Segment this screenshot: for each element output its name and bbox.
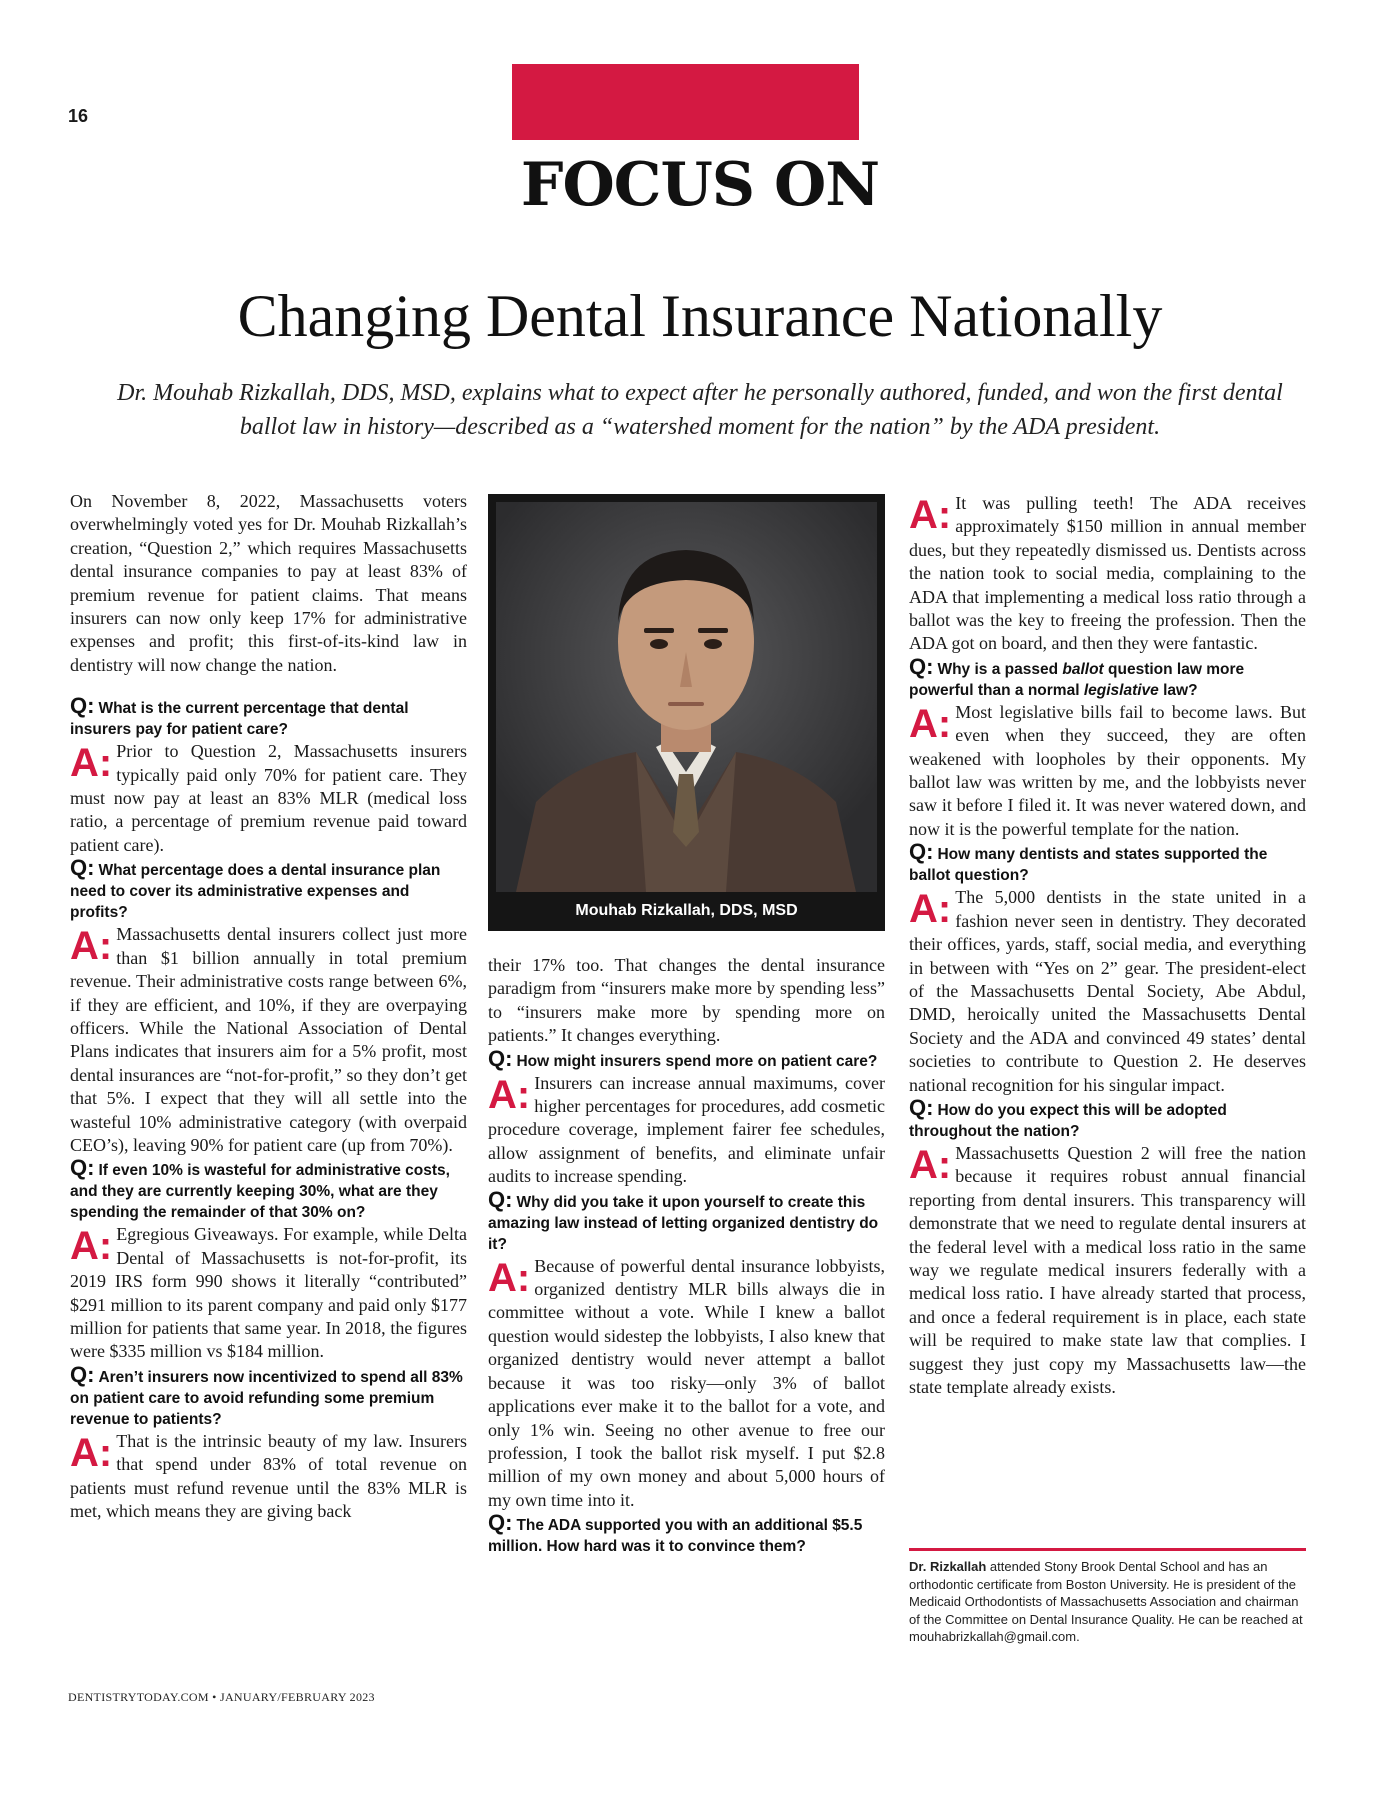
bio-name: Dr. Rizkallah: [909, 1559, 987, 1574]
q-label: Q:: [909, 1094, 934, 1120]
q-label: Q:: [909, 653, 934, 679]
column-2: [488, 954, 885, 1557]
page-number: 16: [68, 106, 89, 126]
section-label: FOCUS ON: [520, 150, 880, 220]
question-6: Q: Why did you take it upon yourself to create this amazing law instead of letting organized dentistry do it?: [488, 1186, 879, 1253]
q-label: Q:: [70, 1361, 95, 1387]
question-1: Q: What is the current percentage that dental insurers pay for patient care?: [70, 693, 409, 739]
a-label: A:: [488, 1255, 531, 1300]
question-5: Q: How might insurers spend more on patient care?: [488, 1045, 878, 1071]
a-label: A:: [70, 741, 113, 786]
question-4: Q: Aren’t insurers now incentivized to spend all 83% on patient care to avoid refunding some premium revenue to patients?: [70, 1361, 463, 1428]
answer-3: A: Egregious Giveaways. For example, while Delta Dental of Massachusetts is not-for-profit, its 2019 IRS form 990 shows it literally “contributed” $291 million to its parent company and paid only $177 million for patients that same year. In 2018, the figures were $335 million vs $184 million.: [70, 1224, 467, 1362]
a-label: A:: [70, 1430, 113, 1475]
article-deck: Dr. Mouhab Rizkallah, DDS, MSD, explains what to expect after he personally authored, funded, and won the first dental ballot law in history—described as a “watershed moment for the nation” by the ADA president.: [117, 380, 1283, 440]
answer-8: A: Most legislative bills fail to become laws. But even when they succeed, they are often weakened with loopholes by their opponents. My ballot law was written by me, and the lobbyists never saw it before I filed it. It was never watered down, and now it is the powerful template for the nation.: [909, 701, 1306, 839]
question-7: Q: The ADA supported you with an additional $5.5 million. How hard was it to convince them?: [488, 1510, 863, 1556]
a-label: A:: [909, 701, 952, 746]
photo-caption: Mouhab Rizkallah, DDS, MSD: [575, 902, 798, 919]
question-2: Q: What percentage does a dental insurance plan need to cover its administrative expenses and profits?: [70, 855, 441, 922]
column-3: [909, 492, 1306, 1399]
q-label: Q:: [70, 1155, 95, 1181]
answer-4: A: That is the intrinsic beauty of my law. Insurers that spend under 83% of total revenue on patients must refund revenue until the 83% MLR is met, which means they are giving back: [70, 1430, 467, 1521]
question-10: Q: How do you expect this will be adopted throughout the nation?: [909, 1094, 1227, 1140]
article-headline: Changing Dental Insurance Nationally: [237, 283, 1163, 349]
answer-7: A: It was pulling teeth! The ADA receives approximately $150 million in annual member dues, but they repeatedly dismissed us. Dentists across the nation took to social media, complaining to the ADA that implementing a medical loss ratio through a ballot was the key to freeing the profession. Then the ADA got on board, and then they were fantastic.: [909, 493, 1306, 654]
bio-text: attended Stony Brook Dental School and has an orthodontic certificate from Boston University. He is president of the Medicaid Orthodontists of Massachusetts Association and chairman of the Committee on Dental Insurance Quality. He can be reached at mouhabrizkallah@gmail.com.: [909, 1559, 1303, 1644]
a-label: A:: [70, 924, 113, 969]
question-8: Q: Why is a passed ballot question law more powerful than a normal legislative law?: [909, 653, 1245, 699]
a-label: A:: [909, 493, 952, 537]
answer-5: A: Insurers can increase annual maximums, cover higher percentages for procedures, add cosmetic procedure coverage, implement fairer fee schedules, allow assignment of benefits, and eliminate unfair audits to increase spending.: [488, 1072, 885, 1187]
q-label: Q:: [70, 855, 95, 881]
a-label: A:: [909, 1142, 952, 1187]
answer-6: A: Because of powerful dental insurance lobbyists, organized dentistry MLR bills always die in committee without a vote. While I knew a ballot question would sidestep the lobbyists, I also knew that organized dentistry would never attempt a ballot because it was too risky—only 3% of ballot applications ever make it to the ballot for a vote, and only 1% win. Seeing no other avenue to free our profession, I took the ballot risk myself. I put $2.8 million of my own money and about 5,000 hours of my own time into it.: [488, 1255, 885, 1510]
intro-paragraph: On November 8, 2022, Massachusetts voters overwhelmingly voted yes for Dr. Mouhab Rizkallah’s creation, “Question 2,” which requires Massachusetts dental insurance companies to pay at least 83% of premium revenue for patient claims. That means insurers can now only keep 17% for administrative expenses and profit; this first-of-its-kind law in dentistry will now change the nation.: [70, 491, 467, 675]
author-photo: [488, 494, 885, 931]
q-label: Q:: [488, 1186, 513, 1212]
author-bio: [909, 1558, 1306, 1646]
answer-9: A: The 5,000 dentists in the state united in a fashion never seen in dentistry. They decorated their offices, yards, staff, social media, and everything in between with “Yes on 2” gear. The president-elect of the Massachusetts Dental Society, Abe Abdul, DMD, heroically united the Massachusetts Dental Society and the ADA and convinced 49 states’ dental societies to contribute to Question 2. He deserves national recognition for his singular impact.: [909, 887, 1306, 1095]
portrait-illustration: [496, 502, 877, 892]
answer-4-continued: their 17% too. That changes the dental insurance paradigm from “insurers make more by spending less” to “insurers make more by spending more on patients.” It changes everything.: [488, 955, 885, 1046]
question-9: Q: How many dentists and states supported the ballot question?: [909, 839, 1268, 885]
a-label: A:: [909, 887, 952, 932]
page-footer: DENTISTRYTODAY.COM • JANUARY/FEBRUARY 2023: [68, 1690, 375, 1704]
answer-1: A: Prior to Question 2, Massachusetts insurers typically paid only 70% for patient care. They must now pay at least an 83% MLR (medical loss ratio, a percentage of premium revenue paid toward patient care).: [70, 741, 467, 855]
answer-10: A: Massachusetts Question 2 will free the nation because it requires robust annual financial reporting from dental insurers. This transparency will demonstrate that we need to regulate dental insurers at the federal level with a medical loss ratio in the same way we regulate medical insurers federally with a medical loss ratio. I have already started that process, and once a federal requirement is in place, each state will be required to make state law that complies. I suggest they just copy my Massachusetts law—the state template already exists.: [909, 1142, 1306, 1397]
q-label: Q:: [909, 839, 934, 865]
a-label: A:: [70, 1224, 113, 1269]
a-label: A:: [488, 1072, 531, 1117]
portrait-image: [496, 502, 877, 892]
q-label: Q:: [488, 1510, 513, 1536]
section-color-bar: [512, 64, 859, 140]
bio-divider: [909, 1548, 1306, 1551]
column-1: [70, 490, 467, 1523]
q-label: Q:: [70, 693, 95, 719]
answer-2: A: Massachusetts dental insurers collect just more than $1 billion annually in total premium revenue. Their administrative costs range between 6%, if they are efficient, and 10%, if they are overpaying officers. While the National Association of Dental Plans indicates that insurers aim for a 5% profit, most dental insurances are “not-for-profit,” so they don’t get that 5%. I expect that they will all settle into the wasteful 10% administrative category (with overpaid CEO’s), leaving 90% for patient care (up from 70%).: [70, 924, 467, 1155]
q-label: Q:: [488, 1045, 513, 1071]
question-3: Q: If even 10% is wasteful for administrative costs, and they are currently keeping 30%, what are they spending the remainder of that 30% on?: [70, 1155, 450, 1222]
